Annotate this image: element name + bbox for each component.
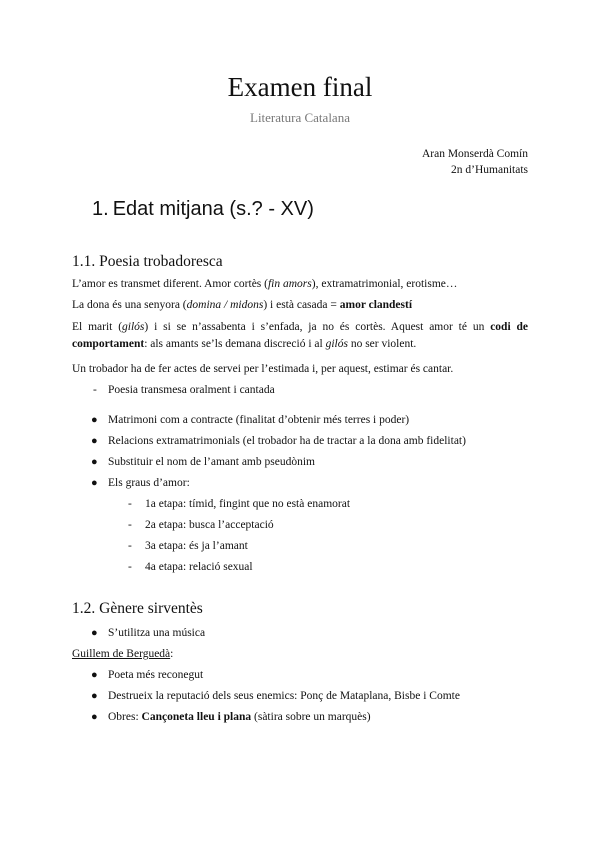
paragraph-trobador: Un trobador ha de fer actes de servei per l’estimada i, per aquest, estimar és cantar. (72, 363, 454, 375)
term-italic: domina / midons (186, 299, 264, 311)
dash-marker: - (128, 540, 132, 552)
list-item: Poesia transmesa oralment i cantada (108, 384, 275, 396)
text-run: ), extramatrimonial, erotisme… (311, 278, 458, 290)
dash-marker: - (93, 384, 97, 396)
list-item-obres (108, 711, 371, 723)
term-bold: amor clandestí (339, 299, 413, 311)
document-title: Examen final (227, 72, 373, 102)
list-item: Poeta més reconegut (108, 669, 204, 681)
stage-item: 2a etapa: busca l’acceptació (145, 519, 274, 531)
bullet-icon: ● (91, 627, 98, 639)
stage-item: 3a etapa: és ja l’amant (145, 540, 248, 552)
author-block (422, 146, 528, 178)
list-item: Relacions extramatrimonials (el trobador ha de tractar a la dona amb fidelitat) (108, 435, 466, 447)
stage-item: 4a etapa: relació sexual (145, 561, 253, 573)
list-item: Substituir el nom de l’amant amb pseudònim (108, 456, 315, 468)
text-run: : (170, 648, 174, 660)
guillem-name: Guillem de Berguedà (72, 648, 171, 660)
bullet-icon: ● (91, 456, 98, 468)
term-italic: gilós (325, 338, 348, 350)
term-italic: gilós (122, 321, 145, 333)
guillem-label (72, 648, 173, 660)
paragraph-dona (72, 297, 528, 314)
author-course: 2n d’Humanitats (451, 164, 528, 176)
text-run: ) i si se n’assabenta i s’enfada, ja no és cortès. Aquest amor té un (144, 321, 491, 333)
text-run: (sàtira sobre un marquès) (251, 711, 371, 723)
author-name: Aran Monserdà Comín (421, 148, 528, 160)
text-run: Obres: (108, 711, 142, 723)
term-bold: Cançoneta lleu i plana (141, 711, 252, 723)
section-title: Edat mitjana (s.? - XV) (112, 198, 314, 220)
dash-marker: - (128, 561, 132, 573)
term-italic: fin amors (267, 278, 312, 290)
text-run: La dona és una senyora ( (72, 299, 187, 311)
list-item: S’utilitza una música (108, 627, 206, 639)
document-subtitle: Literatura Catalana (250, 110, 350, 125)
paragraph-marit (72, 319, 528, 353)
bullet-icon: ● (91, 669, 98, 681)
stage-item: 1a etapa: tímid, fingint que no està enamorat (145, 498, 351, 510)
dash-marker: - (128, 498, 132, 510)
subsection-heading-1-1: 1.1. Poesia trobadoresca (72, 253, 223, 270)
bullet-icon: ● (91, 711, 98, 723)
bullet-icon: ● (91, 414, 98, 426)
bullet-icon: ● (91, 690, 98, 702)
text-run: L’amor es transmet diferent. Amor cortès ( (72, 278, 268, 290)
text-run: no ser violent. (347, 338, 417, 350)
list-item: Matrimoni com a contracte (finalitat d’obtenir més terres i poder) (108, 414, 410, 426)
subsection-heading-1-2: 1.2. Gènere sirventès (72, 600, 203, 617)
text-run: El marit ( (72, 321, 123, 333)
list-item: Destrueix la reputació dels seus enemics: Ponç de Mataplana, Bisbe i Comte (108, 690, 460, 702)
section-number: 1. (92, 198, 109, 220)
paragraph-amor-cortes (72, 276, 528, 293)
section-heading-1 (92, 198, 314, 221)
text-run: ) i està casada = (263, 299, 340, 311)
bullet-icon: ● (91, 435, 98, 447)
dash-marker: - (128, 519, 132, 531)
list-item: Els graus d’amor: (108, 477, 190, 489)
term-bold: codi de comportament (72, 321, 528, 350)
bullet-icon: ● (91, 477, 98, 489)
text-run: : als amants se’ls demana discreció i al (144, 338, 326, 350)
